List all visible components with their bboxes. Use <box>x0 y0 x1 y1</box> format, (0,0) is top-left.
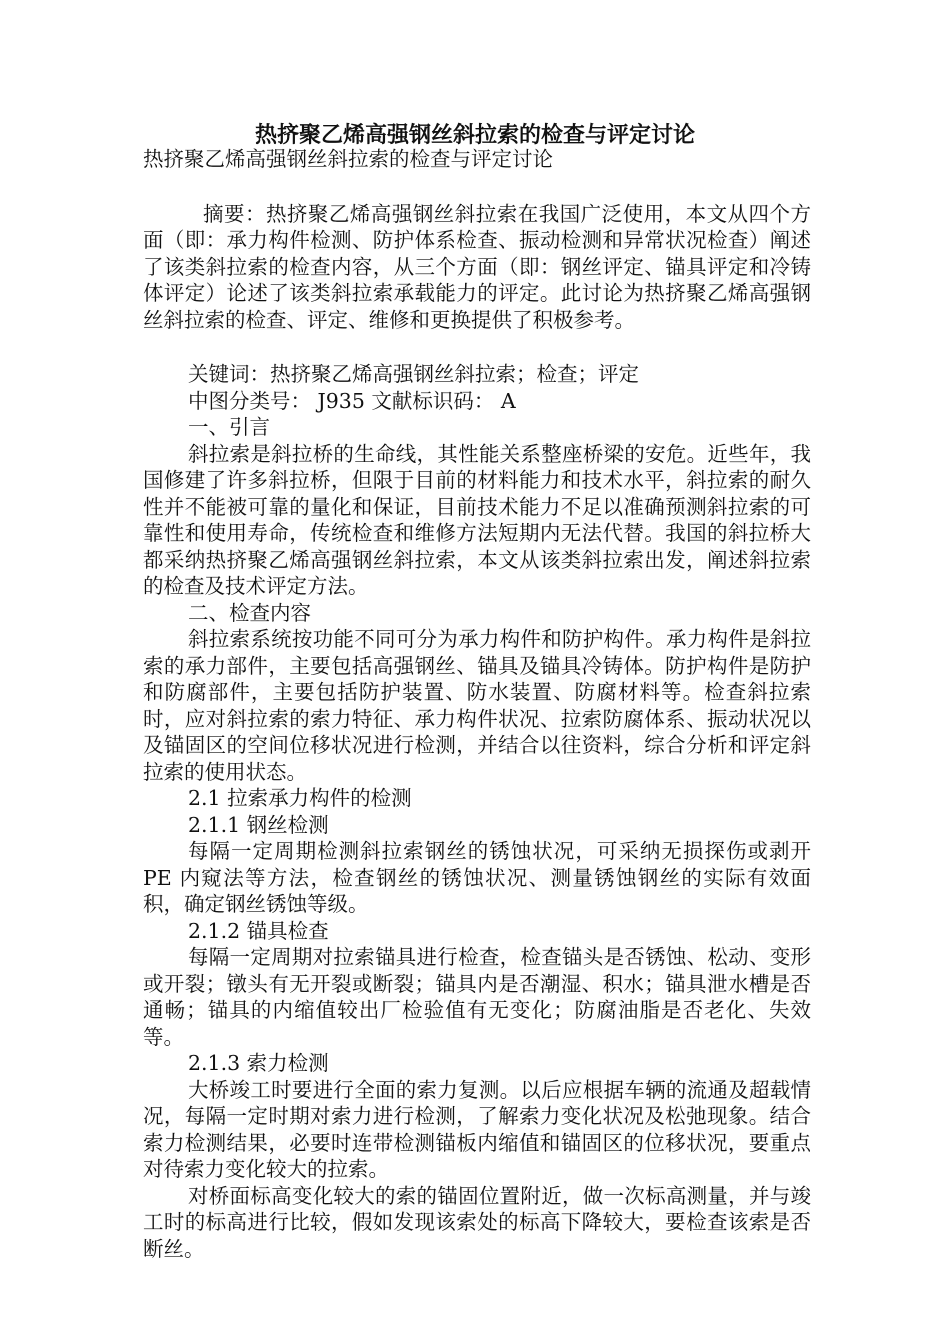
section-heading-2-1-1: 2.1.1 钢丝检测 <box>188 812 329 837</box>
body-paragraph: 每隔一定周期检测斜拉索钢丝的锈蚀状况，可采纳无损探伤或剥开 PE 内窥法等方法，检查钢丝的锈蚀状况、测量锈蚀钢丝的实际有效面积，确定钢丝锈蚀等级。 <box>143 839 811 916</box>
document-body <box>143 146 811 1262</box>
section-heading-2-1-2: 2.1.2 锚具检查 <box>188 918 329 943</box>
abstract-paragraph: 摘要：热挤聚乙烯高强钢丝斜拉索在我国广泛使用，本文从四个方面（即：承力构件检测、防护体系检查、振动检测和异常状况检查）阐述了该类斜拉索的检查内容，从三个方面（即：钢丝评定、锚具评定和冷铸体评定）论述了该类斜拉索承载能力的评定。此讨论为热挤聚乙烯高强钢丝斜拉索的检查、评定、维修和更换提供了积极参考。 <box>143 201 811 332</box>
spacer <box>143 173 811 201</box>
section-heading-2-1-3: 2.1.3 索力检测 <box>188 1051 329 1075</box>
section-heading-2-1: 2.1 拉索承力构件的检测 <box>188 786 412 810</box>
section-heading-intro: 一、引言 <box>188 415 270 439</box>
body-paragraph: 斜拉索是斜拉桥的生命线，其性能关系整座桥梁的安危。近些年，我国修建了许多斜拉桥，但限于目前的材料能力和技术水平，斜拉索的耐久性并不能被可靠的量化和保证，目前技术能力不足以准确预测斜拉索的可靠性和使用寿命，传统检查和维修方法短期内无法代替。我国的斜拉桥大都采纳热挤聚乙烯高强钢丝斜拉索，本文从该类斜拉索出发，阐述斜拉索的检查及技术评定方法。 <box>143 441 811 598</box>
body-paragraph: 斜拉索系统按功能不同可分为承力构件和防护构件。承力构件是斜拉索的承力部件，主要包括高强钢丝、锚具及锚具冷铸体。防护构件是防护和防腐部件，主要包括防护装置、防水装置、防腐材料等。检查斜拉索时，应对斜拉索的索力特征、承力构件状况、拉索防腐体系、振动状况以及锚固区的空间位移状况进行检测，并结合以往资料，综合分析和评定斜拉索的使用状态。 <box>143 627 811 784</box>
section-heading-inspection: 二、检查内容 <box>188 600 311 625</box>
classification-line: 中图分类号： J935 文献标识码： A <box>188 388 516 413</box>
body-paragraph: 对桥面标高变化较大的索的锚固位置附近，做一次标高测量，并与竣工时的标高进行比较，假如发现该索处的标高下降较大，要检查该索是否断丝。 <box>143 1183 811 1261</box>
keywords-line: 关键词：热挤聚乙烯高强钢丝斜拉索；检查；评定 <box>188 362 639 386</box>
document-subtitle: 热挤聚乙烯高强钢丝斜拉索的检查与评定讨论 <box>143 147 553 171</box>
body-paragraph: 每隔一定周期对拉索锚具进行检查，检查锚头是否锈蚀、松动、变形或开裂；镦头有无开裂或断裂；锚具内是否潮湿、积水；锚具泄水槽是否通畅；锚具的内缩值较出厂检验值有无变化；防腐油脂是否老化、失效等。 <box>143 945 811 1049</box>
document-title: 热挤聚乙烯高强钢丝斜拉索的检查与评定讨论 <box>254 122 695 148</box>
spacer <box>143 333 811 361</box>
body-paragraph: 大桥竣工时要进行全面的索力复测。以后应根据车辆的流通及超载情况，每隔一定时期对索力进行检测，了解索力变化状况及松弛现象。结合索力检测结果，必要时连带检测锚板内缩值和锚固区的位移状况，要重点对待索力变化较大的拉索。 <box>143 1077 811 1181</box>
